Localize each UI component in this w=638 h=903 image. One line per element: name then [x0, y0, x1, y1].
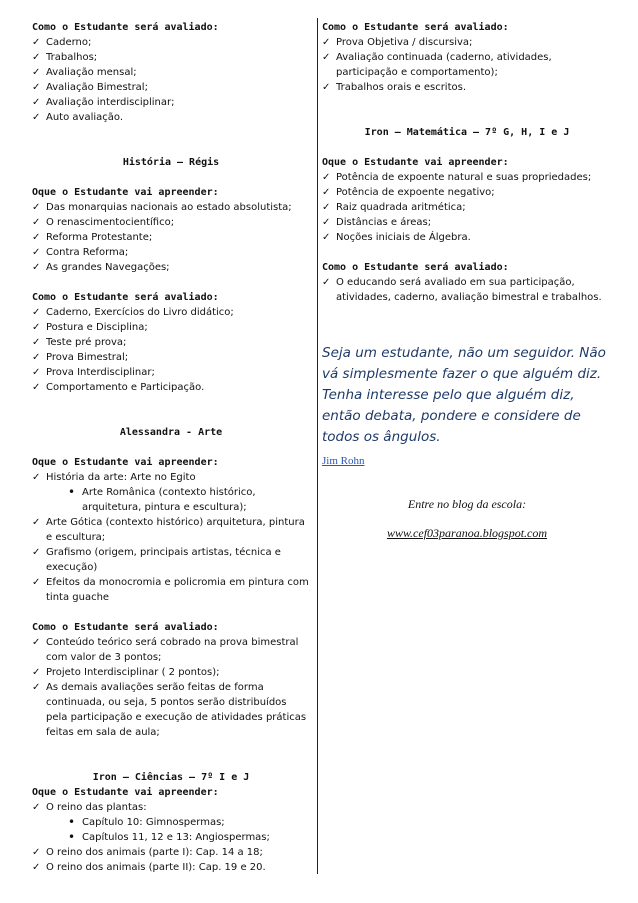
eval-heading: Como o Estudante será avaliado: — [322, 262, 509, 273]
learn-heading: Oque o Estudante vai apreender: — [32, 457, 219, 468]
eval-heading: Como o Estudante será avaliado: — [32, 622, 219, 633]
list-item: ✓ Raiz quadrada aritmética; — [322, 200, 612, 215]
list-item: ✓ O educando será avaliado em sua participação, atividades, caderno, avaliação bimestral e trabalhos. — [322, 275, 612, 305]
list-item: ✓ Comportamento e Participação. — [32, 380, 310, 395]
list-item: ✓ Teste pré prova; — [32, 335, 310, 350]
list-item: ✓ Distâncias e áreas; — [322, 215, 612, 230]
list-item: ✓ Avaliação interdisciplinar; — [32, 95, 310, 110]
right-column — [322, 20, 612, 541]
list-item: ✓ Das monarquias nacionais ao estado absolutista; — [32, 200, 310, 215]
list-item: ✓ O reino dos animais (parte II): Cap. 19 e 20. — [32, 860, 310, 875]
quote-text: Seja um estudante, não um seguidor. Não vá simplesmente fazer o que alguém diz. Tenha interesse pelo que alguém diz, então debata, pondere e considere de todos os ângulos. — [322, 345, 606, 445]
list-item: ✓ Reforma Protestante; — [32, 230, 310, 245]
list-item — [32, 470, 310, 515]
list-item: ✓ Postura e Disciplina; — [32, 320, 310, 335]
list-item: ✓ Avaliação mensal; — [32, 65, 310, 80]
list-item: ✓ Trabalhos; — [32, 50, 310, 65]
section-title-arte: Alessandra - Arte — [119, 427, 223, 438]
learn-list — [32, 200, 310, 275]
learn-heading: Oque o Estudante vai apreender: — [322, 157, 509, 168]
section-title-matematica: Iron – Matemática – 7º G, H, I e J — [364, 127, 570, 138]
learn-heading: Oque o Estudante vai apreender: — [32, 187, 219, 198]
list-item: ✓ O reino dos animais (parte I): Cap. 14 a 18; — [32, 845, 310, 860]
column-divider — [317, 18, 318, 874]
list-item: ✓ Noções iniciais de Álgebra. — [322, 230, 612, 245]
blog-link[interactable]: www.cef03paranoa.blogspot.com — [386, 526, 548, 540]
list-item: ✓ As demais avaliações serão feitas de forma continuada, ou seja, 5 pontos serão distribuídos pela participação e execução de atividades práticas feitas em sala de aula; — [32, 680, 310, 740]
list-item — [32, 800, 310, 845]
list-item: ✓ Prova Interdisciplinar; — [32, 365, 310, 380]
list-item: ✓ Contra Reforma; — [32, 245, 310, 260]
blog-invite-text: Entre no blog da escola: — [407, 497, 527, 511]
learn-list — [322, 170, 612, 245]
learn-heading: Oque o Estudante vai apreender: — [32, 787, 219, 798]
list-item: ✓ Conteúdo teórico será cobrado na prova bimestral com valor de 3 pontos; — [32, 635, 310, 665]
list-item: ✓ Auto avaliação. — [32, 110, 310, 125]
list-item: ✓ Trabalhos orais e escritos. — [322, 80, 612, 95]
section-title-historia: História – Régis — [122, 157, 220, 168]
eval-heading: Como o Estudante será avaliado: — [32, 292, 219, 303]
sub-list — [46, 815, 310, 845]
list-item: ✓ Avaliação Bimestral; — [32, 80, 310, 95]
eval-list — [322, 275, 612, 305]
section-title-ciencias: Iron – Ciências – 7º I e J — [92, 772, 250, 783]
sub-list — [46, 485, 310, 515]
eval-list — [322, 35, 612, 95]
list-item: ✓ Arte Gótica (contexto histórico) arquitetura, pintura e escultura; — [32, 515, 310, 545]
left-column — [32, 20, 310, 875]
list-item: ✓ Caderno; — [32, 35, 310, 50]
sub-list-item: • Capítulos 11, 12 e 13: Angiospermas; — [68, 830, 310, 845]
sub-list-item: • Arte Românica (contexto histórico, arquitetura, pintura e escultura); — [68, 485, 310, 515]
list-item: ✓ Grafismo (origem, principais artistas, técnica e execução) — [32, 545, 310, 575]
eval-list — [32, 635, 310, 740]
list-item: ✓ Prova Bimestral; — [32, 350, 310, 365]
list-item: ✓ Prova Objetiva / discursiva; — [322, 35, 612, 50]
list-item: ✓ Potência de expoente natural e suas propriedades; — [322, 170, 612, 185]
list-item: ✓ Caderno, Exercícios do Livro didático; — [32, 305, 310, 320]
sub-list-item: • Capítulo 10: Gimnospermas; — [68, 815, 310, 830]
list-item: ✓ Projeto Interdisciplinar ( 2 pontos); — [32, 665, 310, 680]
list-item: ✓ As grandes Navegações; — [32, 260, 310, 275]
list-item: ✓ Avaliação continuada (caderno, atividades, participação e comportamento); — [322, 50, 612, 80]
eval-heading: Como o Estudante será avaliado: — [322, 22, 509, 33]
eval-list — [32, 305, 310, 395]
learn-list — [32, 470, 310, 605]
list-item: ✓ Potência de expoente negativo; — [322, 185, 612, 200]
list-item: ✓ Efeitos da monocromia e policromia em pintura com tinta guache — [32, 575, 310, 605]
list-item: ✓ O renascimentocientífico; — [32, 215, 310, 230]
list-item-text: O reino das plantas: — [46, 802, 147, 813]
eval-list — [32, 35, 310, 125]
eval-heading: Como o Estudante será avaliado: — [32, 22, 219, 33]
quote-author-link[interactable]: Jim Rohn — [322, 455, 365, 467]
list-item-text: História da arte: Arte no Egito — [46, 472, 196, 483]
learn-list — [32, 800, 310, 875]
